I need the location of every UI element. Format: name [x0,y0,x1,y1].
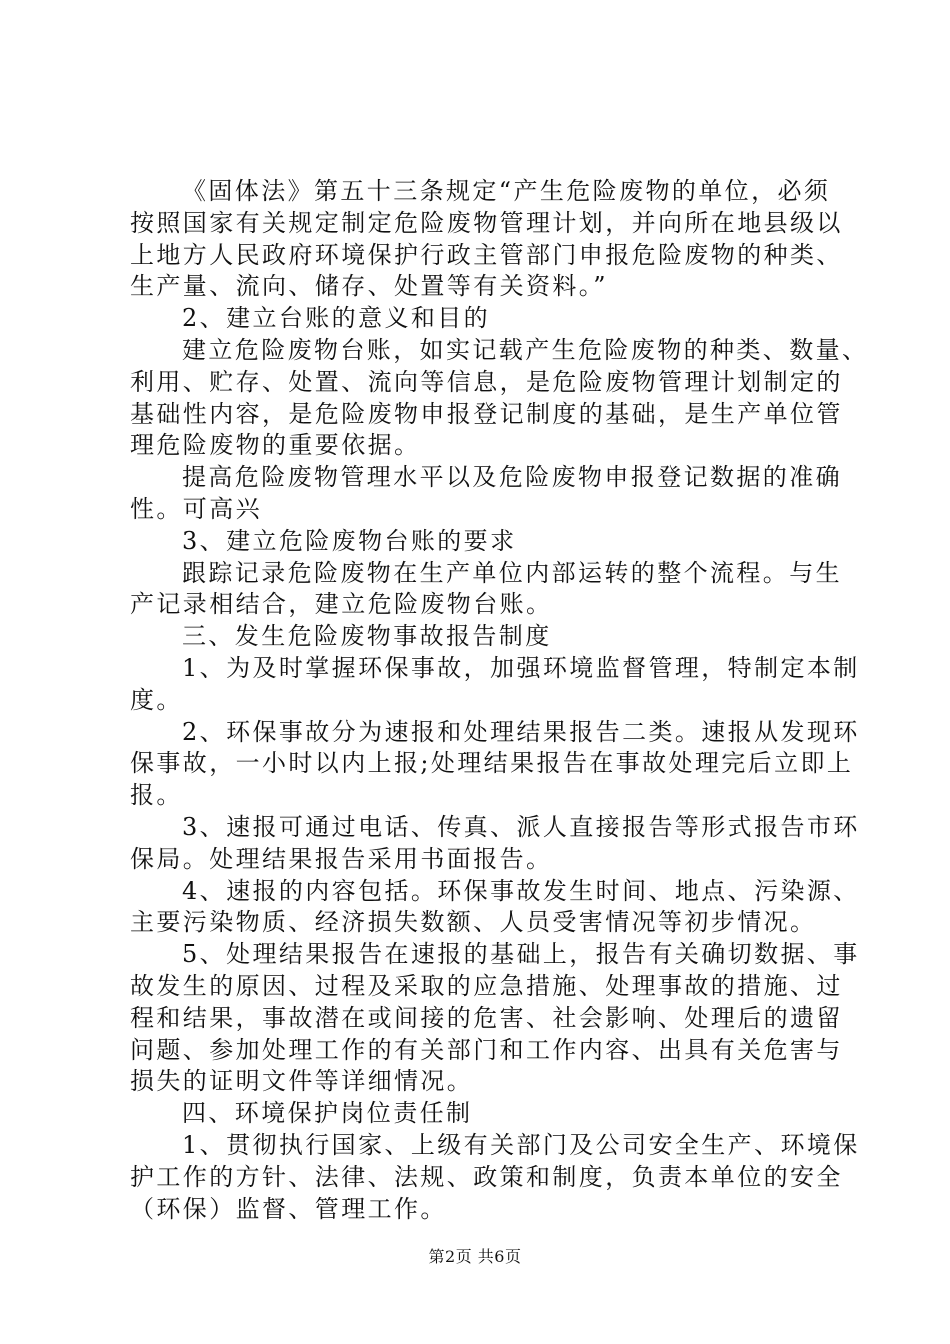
text-line: 3、建立危险废物台账的要求 [182,526,517,555]
text-line: 问题、参加处理工作的有关部门和工作内容、出具有关危害与 [130,1035,843,1064]
text-line: 3、速报可通过电话、传真、派人直接报告等形式报告市环 [182,812,860,841]
text-line: 按照国家有关规定制定危险废物管理计划，并向所在地县级以 [130,208,843,237]
text-line: 度。 [130,685,183,714]
text-line: 1、贯彻执行国家、上级有关部门及公司安全生产、环境保 [182,1130,860,1159]
text-line: 生产量、流向、储存、处置等有关资料。” [130,272,608,301]
text-line: 四、环境保护岗位责任制 [182,1099,473,1128]
text-line: 保局。处理结果报告采用书面报告。 [130,844,553,873]
text-line: 报。 [130,781,183,810]
text-line: 建立危险废物台账，如实记载产生危险废物的种类、数量、 [182,335,869,364]
text-line: 故发生的原因、过程及采取的应急措施、处理事故的措施、过 [130,971,843,1000]
text-line: 程和结果，事故潜在或间接的危害、社会影响、处理后的遗留 [130,1003,843,1032]
text-line: 1、为及时掌握环保事故，加强环境监督管理，特制定本制 [182,653,860,682]
text-line: 《固体法》第五十三条规定“产生危险废物的单位，必须 [182,177,831,205]
text-line: 基础性内容，是危险废物申报登记制度的基础，是生产单位管 [130,399,843,428]
text-line: 主要污染物质、经济损失数额、人员受害情况等初步情况。 [130,908,817,937]
text-line: 2、环保事故分为速报和处理结果报告二类。速报从发现环 [182,717,860,746]
text-line: 跟踪记录危险废物在生产单位内部运转的整个流程。与生 [182,558,842,587]
text-line: 三、发生危险废物事故报告制度 [182,622,552,651]
text-line: 利用、贮存、处置、流向等信息，是危险废物管理计划制定的 [130,367,843,396]
text-line: 2、建立台账的意义和目的 [182,304,491,333]
page-number-footer: 第2页 共6页 [428,1247,522,1266]
text-line: 5、处理结果报告在速报的基础上，报告有关确切数据、事 [182,940,860,969]
text-line: 4、速报的内容包括。环保事故发生时间、地点、污染源、 [182,876,860,905]
text-line: 上地方人民政府环境保护行政主管部门申报危险废物的种类、 [130,240,843,269]
text-line: 护工作的方针、法律、法规、政策和制度，负责本单位的安全 [130,1162,843,1191]
text-line: 理危险废物的重要依据。 [130,431,421,460]
text-line: 产记录相结合，建立危险废物台账。 [130,590,553,619]
text-line: 损失的证明文件等详细情况。 [130,1067,474,1096]
text-line: （环保）监督、管理工作。 [130,1194,447,1223]
text-line: 保事故，一小时以内上报;处理结果报告在事故处理完后立即上 [130,749,854,778]
text-line: 性。可高兴 [130,494,262,523]
text-line: 提高危险废物管理水平以及危险废物申报登记数据的准确 [182,463,842,492]
document-body [130,176,869,1225]
